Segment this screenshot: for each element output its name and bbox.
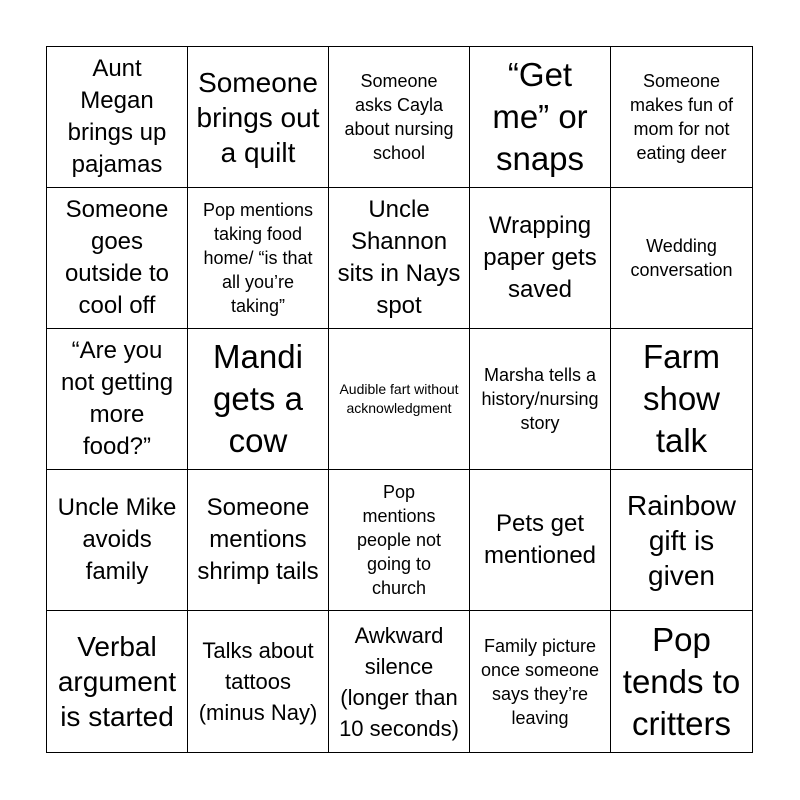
- bingo-cell[interactable]: [470, 329, 611, 470]
- cell-text: Verbal argument is started: [57, 631, 177, 732]
- bingo-cell[interactable]: [47, 611, 188, 752]
- bingo-cell[interactable]: [611, 188, 752, 329]
- cell-text: Rainbow gift is given: [627, 489, 736, 591]
- bingo-cell[interactable]: [188, 329, 329, 470]
- bingo-cell[interactable]: [611, 329, 752, 470]
- bingo-cell[interactable]: [188, 188, 329, 329]
- cell-text: Audible fart without acknowledgment: [339, 381, 459, 416]
- cell-text: Uncle Mike avoids family: [57, 494, 177, 585]
- cell-text: Aunt Megan brings up pajamas: [67, 55, 167, 178]
- cell-text: “Get me” or snaps: [492, 56, 588, 177]
- cell-text: Mandi gets a cow: [213, 338, 303, 459]
- bingo-cell[interactable]: [329, 47, 470, 188]
- cell-text: Talks about tattoos (minus Nay): [198, 638, 318, 725]
- cell-text: Someone makes fun of mom for not eating deer: [629, 71, 734, 163]
- cell-text: Pop mentions people not going to church: [356, 482, 442, 598]
- cell-text: Farm show talk: [642, 338, 721, 459]
- bingo-board: [46, 46, 753, 753]
- bingo-cell[interactable]: [611, 47, 752, 188]
- bingo-cell[interactable]: [47, 47, 188, 188]
- cell-text: Pop tends to critters: [622, 620, 741, 742]
- cell-text: Someone asks Cayla about nursing school: [344, 71, 454, 163]
- cell-text: Wedding conversation: [630, 236, 733, 280]
- cell-text: Family picture once someone says they’re leaving: [480, 635, 600, 728]
- bingo-cell[interactable]: [47, 188, 188, 329]
- bingo-cell[interactable]: [329, 470, 470, 611]
- bingo-cell[interactable]: [188, 47, 329, 188]
- cell-text: Marsha tells a history/nursing story: [481, 365, 599, 433]
- bingo-cell[interactable]: [47, 470, 188, 611]
- bingo-cell[interactable]: [329, 329, 470, 470]
- cell-text: Wrapping paper gets saved: [483, 212, 597, 303]
- cell-text: Awkward silence (longer than 10 seconds): [339, 622, 459, 741]
- bingo-cell[interactable]: [47, 329, 188, 470]
- bingo-cell[interactable]: [470, 470, 611, 611]
- cell-text: Pop mentions taking food home/ “is that all you’re taking”: [202, 200, 314, 316]
- bingo-cell[interactable]: [329, 188, 470, 329]
- cell-text: Someone goes outside to cool off: [64, 196, 170, 319]
- bingo-cell[interactable]: [188, 611, 329, 752]
- cell-text: “Are you not getting more food?”: [60, 337, 174, 460]
- cell-text: Pets get mentioned: [483, 510, 597, 569]
- bingo-cell[interactable]: [611, 611, 752, 752]
- bingo-cell[interactable]: [611, 470, 752, 611]
- bingo-cell[interactable]: [188, 470, 329, 611]
- cell-text: Someone brings out a quilt: [196, 66, 320, 168]
- bingo-cell[interactable]: [470, 47, 611, 188]
- cell-text: Uncle Shannon sits in Nays spot: [337, 196, 461, 319]
- bingo-cell[interactable]: [470, 188, 611, 329]
- bingo-cell[interactable]: [470, 611, 611, 752]
- bingo-cell[interactable]: [329, 611, 470, 752]
- cell-text: Someone mentions shrimp tails: [197, 494, 319, 585]
